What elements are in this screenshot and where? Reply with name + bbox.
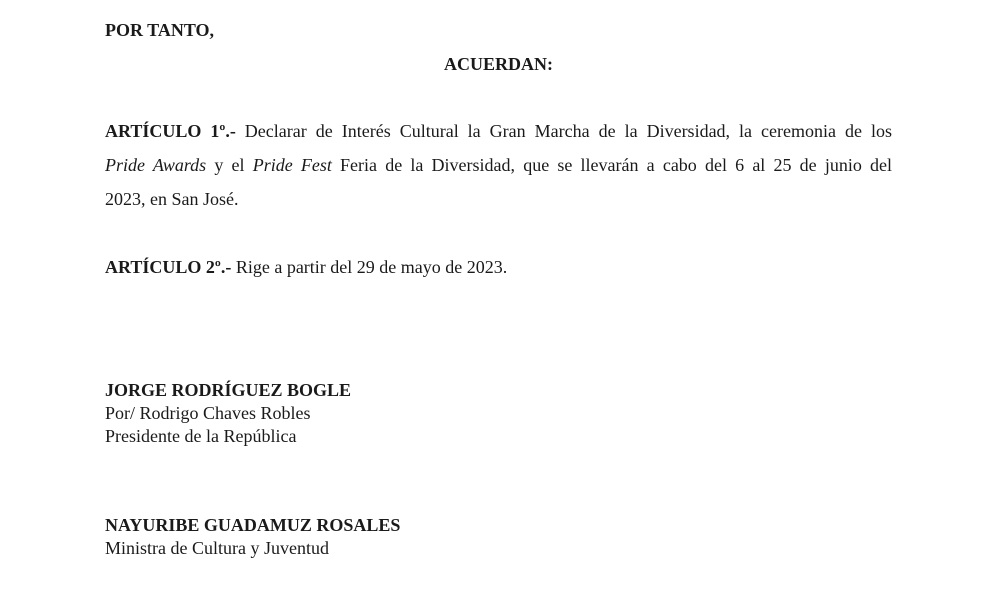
article-1-text-2a: y el [206,155,253,175]
por-tanto-heading: POR TANTO, [105,20,215,40]
article-1-italic-pride-fest: Pride Fest [252,155,332,175]
article-1-text-2b: Feria de la Diversidad, que se llevarán a cabo del 6 al 25 de junio del [331,155,892,175]
signature-1-name: JORGE RODRÍGUEZ BOGLE [105,380,352,400]
article-1-label: ARTÍCULO 1º.- [105,121,236,141]
article-1-line-2 [105,148,892,182]
article-1 [105,114,892,216]
signature-2-name: NAYURIBE GUADAMUZ ROSALES [105,515,401,535]
article-1-line-1 [105,114,892,148]
acuerdan-heading: ACUERDAN: [444,54,553,74]
article-2-text: Rige a partir del 29 de mayo de 2023. [231,257,508,277]
signature-1-line-1: Por/ Rodrigo Chaves Robles [105,403,311,423]
article-2 [105,250,892,284]
signature-2-line-1: Ministra de Cultura y Juventud [105,538,329,558]
signature-1-line-2: Presidente de la República [105,426,297,446]
article-1-italic-pride-awards: Pride Awards [105,155,207,175]
article-1-text-1: Declarar de Interés Cultural la Gran Marcha de la Diversidad, la ceremonia de los [235,121,892,141]
article-2-line [105,250,892,284]
document-page [105,0,892,590]
article-2-label: ARTÍCULO 2º.- [105,257,232,277]
article-1-line-3: 2023, en San José. [105,189,239,209]
